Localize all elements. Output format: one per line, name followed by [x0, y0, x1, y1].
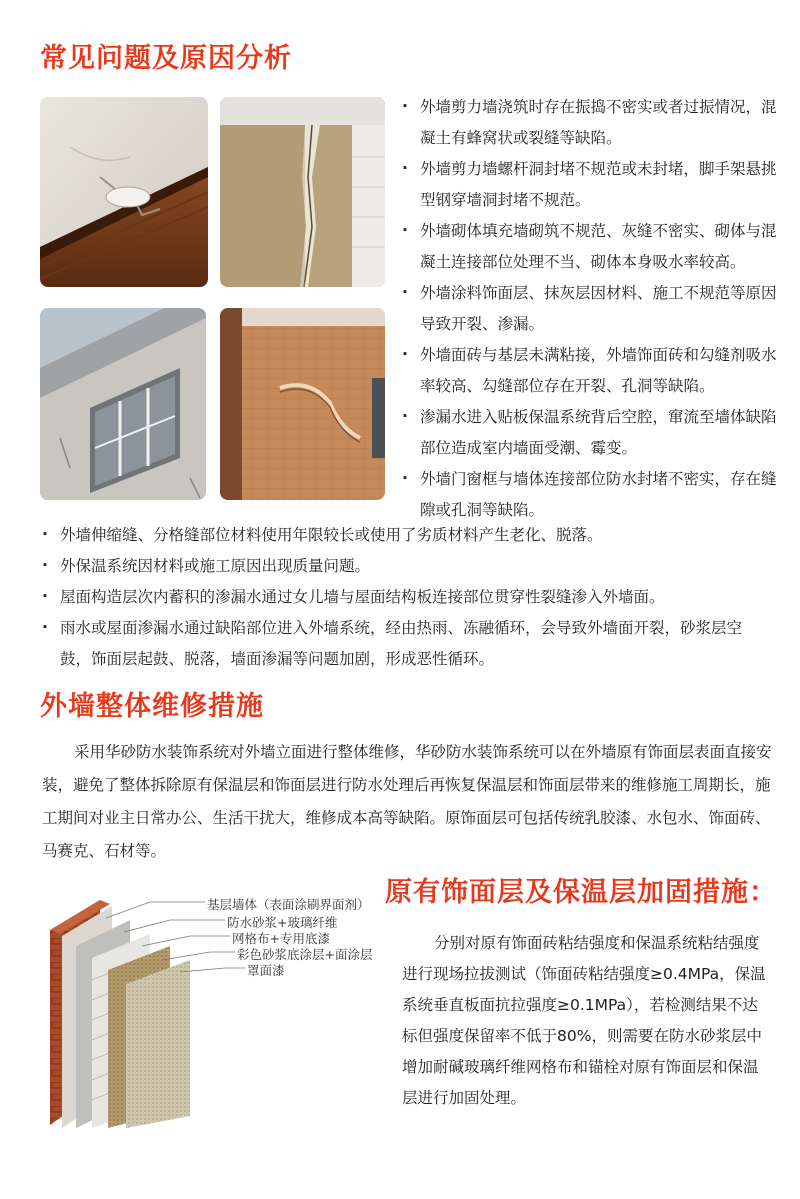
list-item: · 外保温系统因材料或施工原因出现质量问题。 — [42, 551, 772, 582]
layer-label-topcoat: 罩面漆 — [247, 963, 285, 978]
layer-topcoat — [126, 960, 190, 1128]
overall-repair-paragraph: 采用华砂防水装饰系统对外墙立面进行整体维修，华砂防水装饰系统可以在外墙原有饰面层表面直接安装，避免了整体拆除原有保温层和饰面层进行防水处理后再恢复保温层和饰面层带来的维修施工周期长，施工期间对业主日常办公、生活干扰大，维修成本高等缺陷。原饰面层可包括传统乳胶漆、水包水、饰面砖、马赛克、石材等。 — [42, 743, 772, 860]
layer-label-color-coat: 彩色砂浆底涂层+面涂层 — [237, 947, 373, 962]
list-item: · 外墙涂料饰面层、抹灰层因材料、施工不规范等原因导致开裂、渗漏。 — [402, 278, 787, 340]
section-title-overall-repair: 外墙整体维修措施 — [40, 691, 264, 722]
reinforcement-paragraph: 分别对原有饰面砖粘结强度和保温系统粘结强度进行现场拉拔测试（饰面砖粘结强度≥0.4MPa，保温系统垂直板面抗拉强度≥0.1MPa），若检测结果不达标但强度保留率不低于80%，则需要在防水砂浆层中增加耐碱玻璃纤维网格布和锚栓对原有饰面层和保温层进行加固处理。 — [402, 934, 766, 1107]
photo-wall-crack — [220, 97, 385, 287]
list-item: · 雨水或屋面渗漏水通过缺陷部位进入外墙系统，经由热雨、冻融循环，会导致外墙面开裂，砂浆层空鼓，饰面层起鼓、脱落，墙面渗漏等问题加剧，形成恶性循环。 — [42, 613, 772, 675]
list-item: · 渗漏水进入贴板保温系统背后空腔，窜流至墙体缺陷部位造成室内墙面受潮、霉变。 — [402, 402, 787, 464]
section-title-reinforcement: 原有饰面层及保温层加固措施： — [385, 877, 777, 908]
list-item: · 外墙剪力墙螺杆洞封堵不规范或未封堵，脚手架悬挑型钢穿墙洞封堵不规范。 — [402, 154, 787, 216]
photo-facade-windows — [40, 308, 206, 500]
list-item: · 外墙面砖与基层未满粘接，外墙饰面砖和勾缝剂吸水率较高、勾缝部位存在开裂、孔洞等缺陷。 — [402, 340, 787, 402]
list-item: · 外墙伸缩缝、分格缝部位材料使用年限较长或使用了劣质材料产生老化、脱落。 — [42, 520, 772, 551]
list-item: · 外墙剪力墙浇筑时存在振捣不密实或者过振情况，混凝土有蜂窝状或裂缝等缺陷。 — [402, 92, 787, 154]
layer-label-mesh: 网格布+专用底漆 — [232, 931, 330, 946]
photo-ceiling-damage — [40, 97, 208, 287]
layer-label-waterproof-mortar: 防水砂浆+玻璃纤维 — [227, 915, 338, 930]
problem-list-full — [42, 520, 772, 675]
list-item: · 外墙砌体填充墙砌筑不规范、灰缝不密实、砌体与混凝土连接部位处理不当、砌体本身吸水率较高。 — [402, 216, 787, 278]
problem-list-right — [402, 92, 787, 526]
layer-label-base-wall: 基层墙体（表面涂刷界面剂） — [207, 897, 370, 912]
section-title-common-problems: 常见问题及原因分析 — [40, 43, 292, 74]
photo-tile-bulge — [220, 308, 385, 500]
list-item: · 屋面构造层次内蓄积的渗漏水通过女儿墙与屋面结构板连接部位贯穿性裂缝渗入外墙面。 — [42, 582, 772, 613]
list-item: · 外墙门窗框与墙体连接部位防水封堵不密实，存在缝隙或孔洞等缺陷。 — [402, 464, 787, 526]
